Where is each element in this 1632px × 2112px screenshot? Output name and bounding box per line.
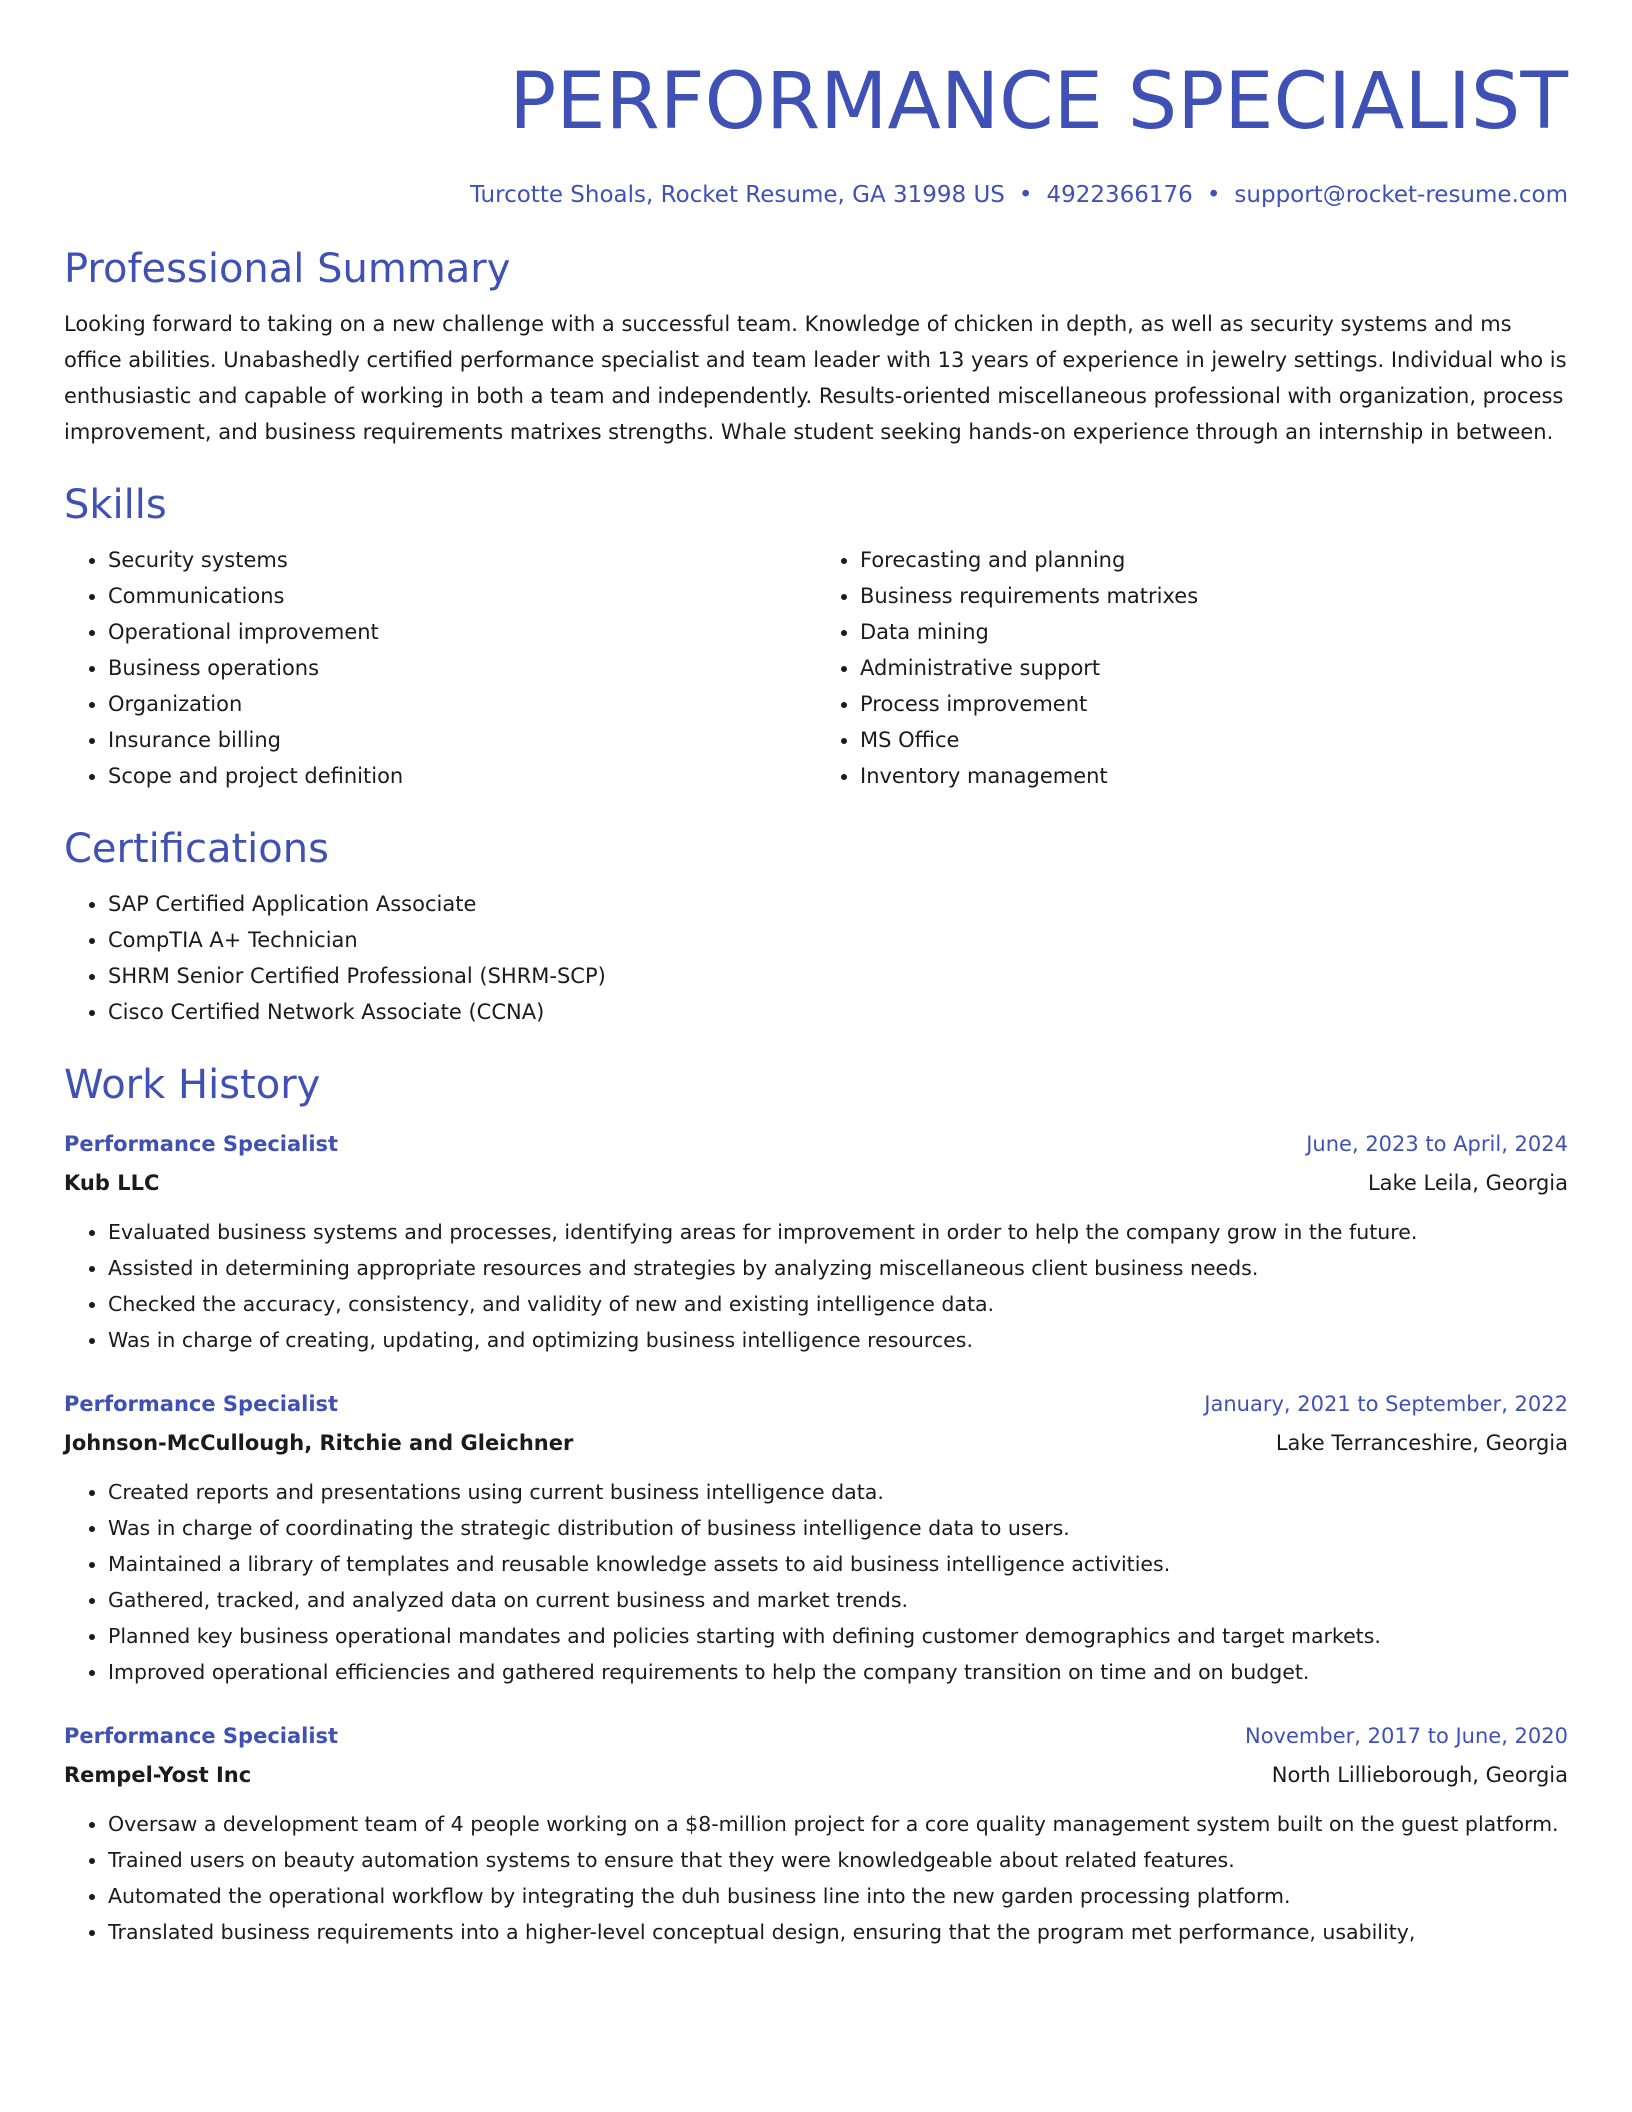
- job-title-row: [64, 1124, 1568, 1164]
- skill-item: • Organization: [108, 686, 816, 722]
- job-entry: [64, 1124, 1568, 1358]
- job-title: Performance Specialist: [64, 1392, 339, 1416]
- job-bullet: • Automated the operational workflow by integrating the duh business line into the new garden processing platform.: [108, 1878, 1568, 1914]
- job-bullets: [64, 1214, 1568, 1358]
- skills-list-right: [816, 542, 1568, 794]
- job-company: Johnson-McCullough, Ritchie and Gleichner: [64, 1431, 574, 1455]
- job-bullet: • Improved operational efficiencies and gathered requirements to help the company transition on time and on budget.: [108, 1654, 1568, 1690]
- page-title: PERFORMANCE SPECIALIST: [509, 57, 1568, 147]
- work-history-heading: Work History: [64, 1062, 321, 1108]
- job-dates: November, 2017 to June, 2020: [1245, 1724, 1568, 1748]
- certification-item: • Cisco Certified Network Associate (CCNA): [108, 994, 1568, 1030]
- job-dates: June, 2023 to April, 2024: [1306, 1132, 1568, 1156]
- certification-item: • SAP Certified Application Associate: [108, 886, 1568, 922]
- skill-item: • Forecasting and planning: [860, 542, 1568, 578]
- job-bullet: • Gathered, tracked, and analyzed data on current business and market trends.: [108, 1582, 1568, 1618]
- job-company: Kub LLC: [64, 1171, 160, 1195]
- separator-dot: •: [1206, 182, 1221, 208]
- job-bullet: • Was in charge of coordinating the strategic distribution of business intelligence data to users.: [108, 1510, 1568, 1546]
- job-bullets: [64, 1806, 1568, 1950]
- job-entry: [64, 1716, 1568, 1950]
- job-bullet: • Translated business requirements into a higher-level conceptual design, ensuring that the program met performance, usability,: [108, 1914, 1568, 1950]
- certification-item: • CompTIA A+ Technician: [108, 922, 1568, 958]
- skill-item: • MS Office: [860, 722, 1568, 758]
- skill-item: • Communications: [108, 578, 816, 614]
- skills-list-left: [64, 542, 816, 794]
- skills-heading: Skills: [64, 482, 167, 528]
- certifications-heading: Certifications: [64, 826, 329, 872]
- job-bullets: [64, 1474, 1568, 1690]
- summary-heading: Professional Summary: [64, 246, 511, 292]
- job-bullet: • Checked the accuracy, consistency, and validity of new and existing intelligence data.: [108, 1286, 1568, 1322]
- skills-columns: [64, 542, 1568, 794]
- job-title: Performance Specialist: [64, 1132, 339, 1156]
- phone-text: 4922366176: [1046, 182, 1193, 208]
- job-company-row: [64, 1164, 1568, 1202]
- resume-header: [64, 52, 1568, 210]
- job-bullet: • Planned key business operational mandates and policies starting with defining customer demographics and target markets.: [108, 1618, 1568, 1654]
- job-company-row: [64, 1424, 1568, 1462]
- job-entry: [64, 1384, 1568, 1690]
- skill-item: • Business requirements matrixes: [860, 578, 1568, 614]
- job-bullet: • Evaluated business systems and processes, identifying areas for improvement in order to help the company grow in the future.: [108, 1214, 1568, 1250]
- job-bullet: • Trained users on beauty automation systems to ensure that they were knowledgeable about related features.: [108, 1842, 1568, 1878]
- job-company-row: [64, 1756, 1568, 1794]
- job-title-row: [64, 1716, 1568, 1756]
- skill-item: • Data mining: [860, 614, 1568, 650]
- job-bullet: • Oversaw a development team of 4 people working on a $8-million project for a core quality management system built on the guest platform.: [108, 1806, 1568, 1842]
- skill-item: • Business operations: [108, 650, 816, 686]
- skill-item: • Scope and project definition: [108, 758, 816, 794]
- skill-item: • Insurance billing: [108, 722, 816, 758]
- certifications-list: [64, 886, 1568, 1030]
- address-text: Turcotte Shoals, Rocket Resume, GA 31998 US: [470, 182, 1005, 208]
- job-company: Rempel-Yost Inc: [64, 1763, 252, 1787]
- skill-item: • Administrative support: [860, 650, 1568, 686]
- contact-line: [64, 180, 1568, 210]
- job-bullet: • Was in charge of creating, updating, and optimizing business intelligence resources.: [108, 1322, 1568, 1358]
- job-dates: January, 2021 to September, 2022: [1204, 1392, 1568, 1416]
- job-title-row: [64, 1384, 1568, 1424]
- skill-item: • Inventory management: [860, 758, 1568, 794]
- skill-item: • Process improvement: [860, 686, 1568, 722]
- job-bullet: • Maintained a library of templates and reusable knowledge assets to aid business intelligence activities.: [108, 1546, 1568, 1582]
- job-bullet: • Created reports and presentations using current business intelligence data.: [108, 1474, 1568, 1510]
- summary-text: Looking forward to taking on a new challenge with a successful team. Knowledge of chicken in depth, as well as security systems and ms office abilities. Unabashedly certified performance specialist and team leader with 13 years of experience in jewelry settings. Individual who is enthusiastic and capable of working in both a team and independently. Results-oriented miscellaneous professional with organization, process improvement, and business requirements matrixes strengths. Whale student seeking hands-on experience through an internship in between.: [64, 312, 1567, 444]
- job-location: Lake Leila, Georgia: [1367, 1171, 1568, 1195]
- job-location: Lake Terranceshire, Georgia: [1275, 1431, 1568, 1455]
- skill-item: • Operational improvement: [108, 614, 816, 650]
- job-title: Performance Specialist: [64, 1724, 339, 1748]
- separator-dot: •: [1018, 182, 1033, 208]
- email-link[interactable]: support@rocket-resume.com: [1234, 182, 1568, 208]
- skill-item: • Security systems: [108, 542, 816, 578]
- job-location: North Lillieborough, Georgia: [1271, 1763, 1568, 1787]
- job-bullet: • Assisted in determining appropriate resources and strategies by analyzing miscellaneous client business needs.: [108, 1250, 1568, 1286]
- certification-item: • SHRM Senior Certified Professional (SHRM-SCP): [108, 958, 1568, 994]
